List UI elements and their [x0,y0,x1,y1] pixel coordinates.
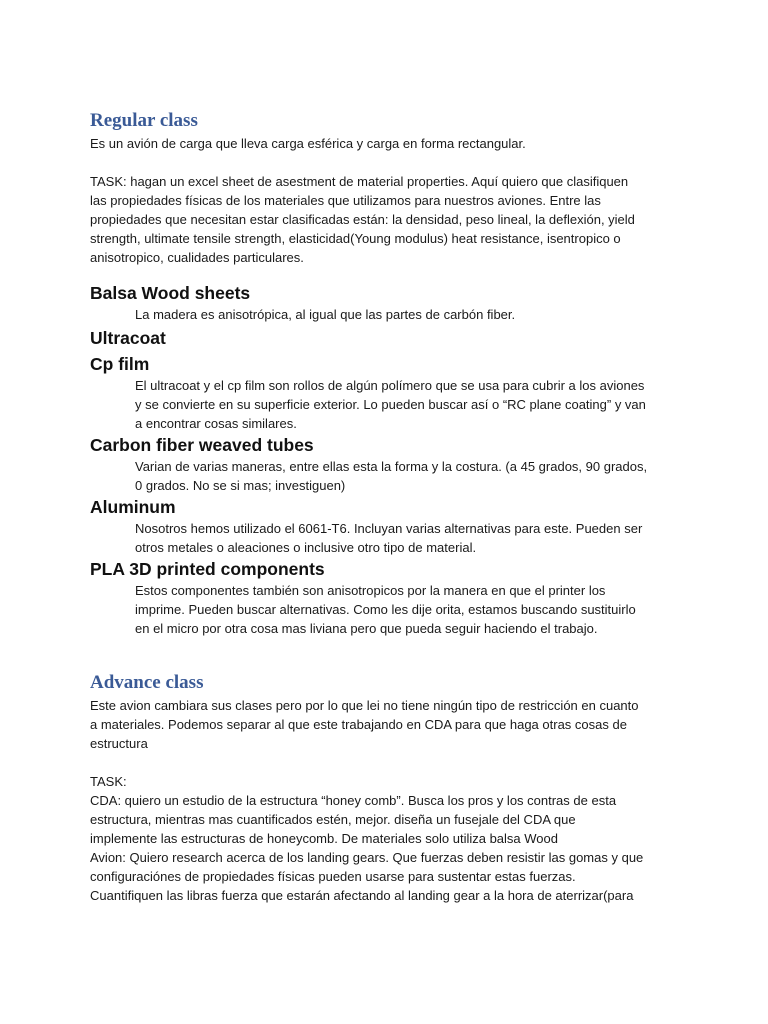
material-cp-film [90,352,690,433]
spacer [90,153,690,172]
material-line: La madera es anisotrópica, al igual que las partes de carbón fiber. [135,307,516,322]
advance-task-line: configuraciónes de propiedades físicas pueden usarse para sustentar estas fuerzas. [90,869,576,884]
advance-task-line: CDA: quiero un estudio de la estructura “honey comb”. Busca los pros y los contras de esta [90,793,617,808]
spacer [90,638,690,670]
material-line: Varian de varias maneras, entre ellas esta la forma y la costura. (a 45 grados, 90 grados, [135,459,648,474]
material-title: PLA 3D printed components [90,559,325,579]
material-line: en el micro por otra cosa mas liviana pero que pueda seguir haciendo el trabajo. [135,621,598,636]
advance-intro-line: a materiales. Podemos separar al que este trabajando en CDA para que haga otras cosas de [90,717,627,732]
regular-task [90,172,690,267]
material-line: El ultracoat y el cp film son rollos de algún polímero que se usa para cubrir a los aviones [135,378,645,393]
material-line: Nosotros hemos utilizado el 6061-T6. Incluyan varias alternativas para este. Pueden ser [135,521,643,536]
material-title: Aluminum [90,497,176,517]
advance-intro [90,696,690,753]
material-title: Carbon fiber weaved tubes [90,435,314,455]
advance-intro-line: estructura [90,736,148,751]
material-line: a encontrar cosas similares. [135,416,297,431]
material-line: otros metales o aleaciones o inclusive otro tipo de material. [135,540,477,555]
advance-task-line: Avion: Quiero research acerca de los landing gears. Que fuerzas deben resistir las gomas y que [90,850,644,865]
material-line: imprime. Pueden buscar alternativas. Como les dije orita, estamos buscando sustituirlo [135,602,636,617]
advance-task-line: Cuantifiquen las libras fuerza que estarán afectando al landing gear a la hora de aterrizar(para [90,888,634,903]
material-pla [90,557,690,638]
material-line: y se convierte en su superficie exterior. Lo pueden buscar así o “RC plane coating” y van [135,397,646,412]
material-balsa [90,281,690,324]
advance-class-heading: Advance class [90,672,204,693]
regular-task-line: TASK: hagan un excel sheet de asestment de material properties. Aquí quiero que clasifiquen [90,174,629,189]
material-title: Ultracoat [90,328,166,348]
spacer [90,267,690,281]
advance-task-line: TASK: [90,774,127,789]
advance-task [90,772,690,905]
advance-task-line: estructura, mientras mas cuantificados estén, mejor. diseña un fusejale del CDA que [90,812,576,827]
regular-task-line: propiedades que necesitan estar clasificadas están: la densidad, peso lineal, la deflexión, yield [90,212,635,227]
material-carbon-fiber [90,433,690,495]
material-aluminum [90,495,690,557]
material-ultracoat [90,326,690,350]
material-line: 0 grados. No se si mas; investiguen) [135,478,346,493]
document-content [90,108,690,905]
regular-task-line: strength, ultimate tensile strength, elasticidad(Young modulus) heat resistance, isentropico o [90,231,621,246]
material-title: Cp film [90,354,150,374]
spacer [90,753,690,772]
regular-task-line: anisotropico, cualidades particulares. [90,250,304,265]
regular-intro: Es un avión de carga que lleva carga esférica y carga en forma rectangular. [90,136,526,151]
regular-task-line: las propiedades físicas de los materiales que utilizamos para nuestros aviones. Entre las [90,193,601,208]
advance-task-line: implemente las estructuras de honeycomb. De materiales solo utiliza balsa Wood [90,831,558,846]
regular-class-heading: Regular class [90,110,198,131]
advance-intro-line: Este avion cambiara sus clases pero por lo que lei no tiene ningún tipo de restricción en cuanto [90,698,639,713]
material-title: Balsa Wood sheets [90,283,251,303]
material-line: Estos componentes también son anisotropicos por la manera en que el printer los [135,583,606,598]
